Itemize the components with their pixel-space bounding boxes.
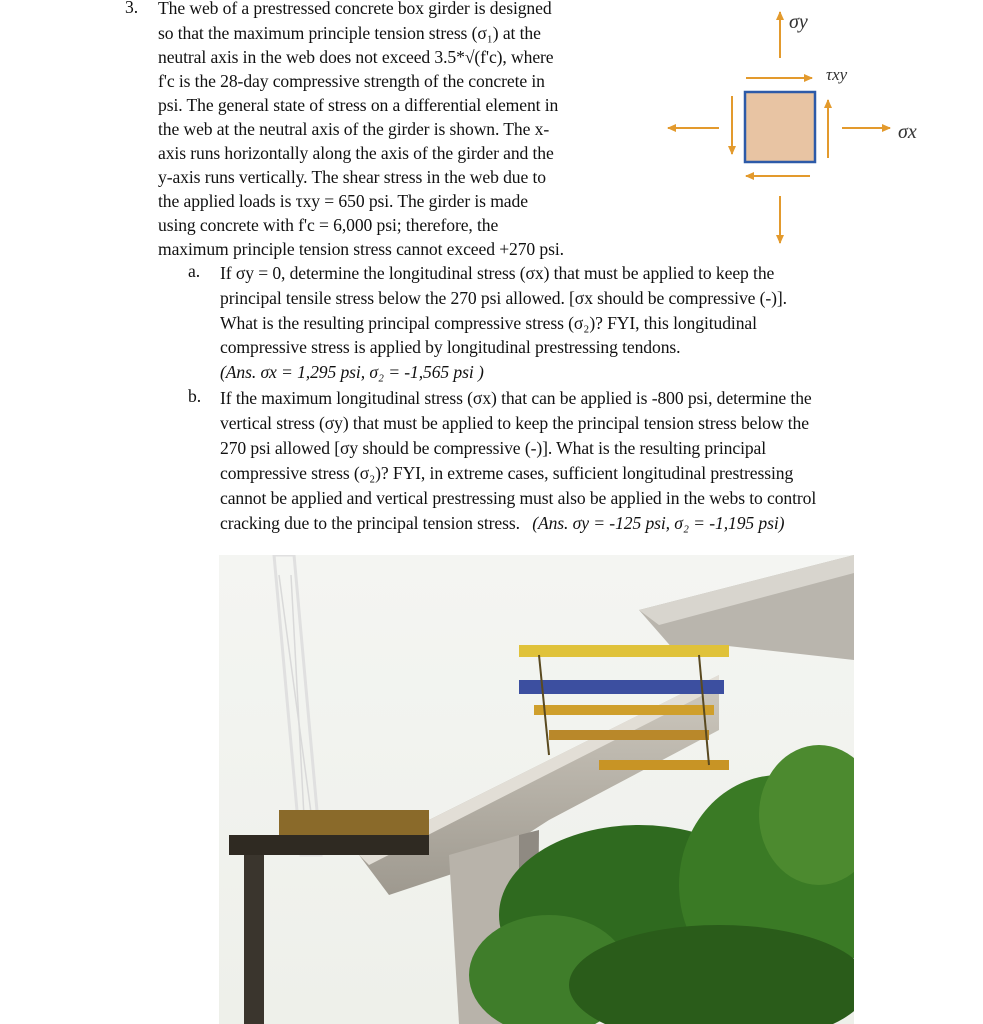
statement-line: y-axis runs vertically. The shear stress in the web due to (158, 167, 546, 187)
part-b-line: If the maximum longitudinal stress (σx) that can be applied is -800 psi, determine the (220, 388, 812, 408)
part-b-line-last (220, 511, 784, 535)
part-b-answer: (Ans. σy = -125 psi, σ₂ = -1,195 psi) (532, 513, 785, 533)
part-a-answer: (Ans. σx = 1,295 psi, σ₂ = -1,565 psi ) (220, 362, 484, 382)
statement-line: The web of a prestressed concrete box girder is designed (158, 0, 552, 18)
part-a-line: compressive stress is applied by longitudinal prestressing tendons. (220, 337, 681, 357)
part-a-line: If σy = 0, determine the longitudinal stress (σx) that must be applied to keep the (220, 263, 775, 283)
part-a-line: What is the resulting principal compressive stress (σ₂)? FYI, this longitudinal (220, 313, 757, 333)
statement-line: f'c is the 28-day compressive strength of the concrete in (158, 71, 545, 91)
differential-element (745, 92, 815, 162)
statement-line: so that the maximum principle tension stress (σ₁) at the (158, 23, 541, 43)
stress-element-diagram (660, 0, 983, 250)
statement-line: psi. The general state of stress on a differential element in (158, 95, 559, 115)
statement-line: the applied loads is τxy = 650 psi. The girder is made (158, 191, 528, 211)
statement-line: using concrete with f'c = 6,000 psi; therefore, the (158, 215, 499, 235)
part-b-line: compressive stress (σ₂)? FYI, in extreme cases, sufficient longitudinal prestressing (220, 463, 794, 483)
bridge-construction-photo (219, 555, 854, 1024)
part-b-last-text: cracking due to the principal tension stress. (220, 513, 520, 533)
statement-line: neutral axis in the web does not exceed 3.5*√(f'c), where (158, 47, 554, 67)
sigma-y-label: σy (789, 11, 808, 33)
part-b-line: cannot be applied and vertical prestressing must also be applied in the webs to control (220, 488, 817, 508)
statement-line: axis runs horizontally along the axis of the girder and the (158, 143, 554, 163)
statement-line: maximum principle tension stress cannot exceed +270 psi. (158, 239, 564, 259)
sigma-x-label: σx (898, 121, 917, 143)
problem-number: 3. (125, 0, 139, 17)
tau-xy-label: τxy (826, 65, 848, 84)
statement-line: the web at the neutral axis of the girder is shown. The x- (158, 119, 550, 139)
part-b-line: vertical stress (σy) that must be applied to keep the principal tension stress below the (220, 413, 809, 433)
part-b-line: 270 psi allowed [σy should be compressive (-)]. What is the resulting principal (220, 438, 767, 458)
part-a-label: a. (188, 261, 201, 281)
part-b-label: b. (188, 386, 202, 406)
part-a-line: principal tensile stress below the 270 psi allowed. [σx should be compressive (-)]. (220, 288, 787, 308)
